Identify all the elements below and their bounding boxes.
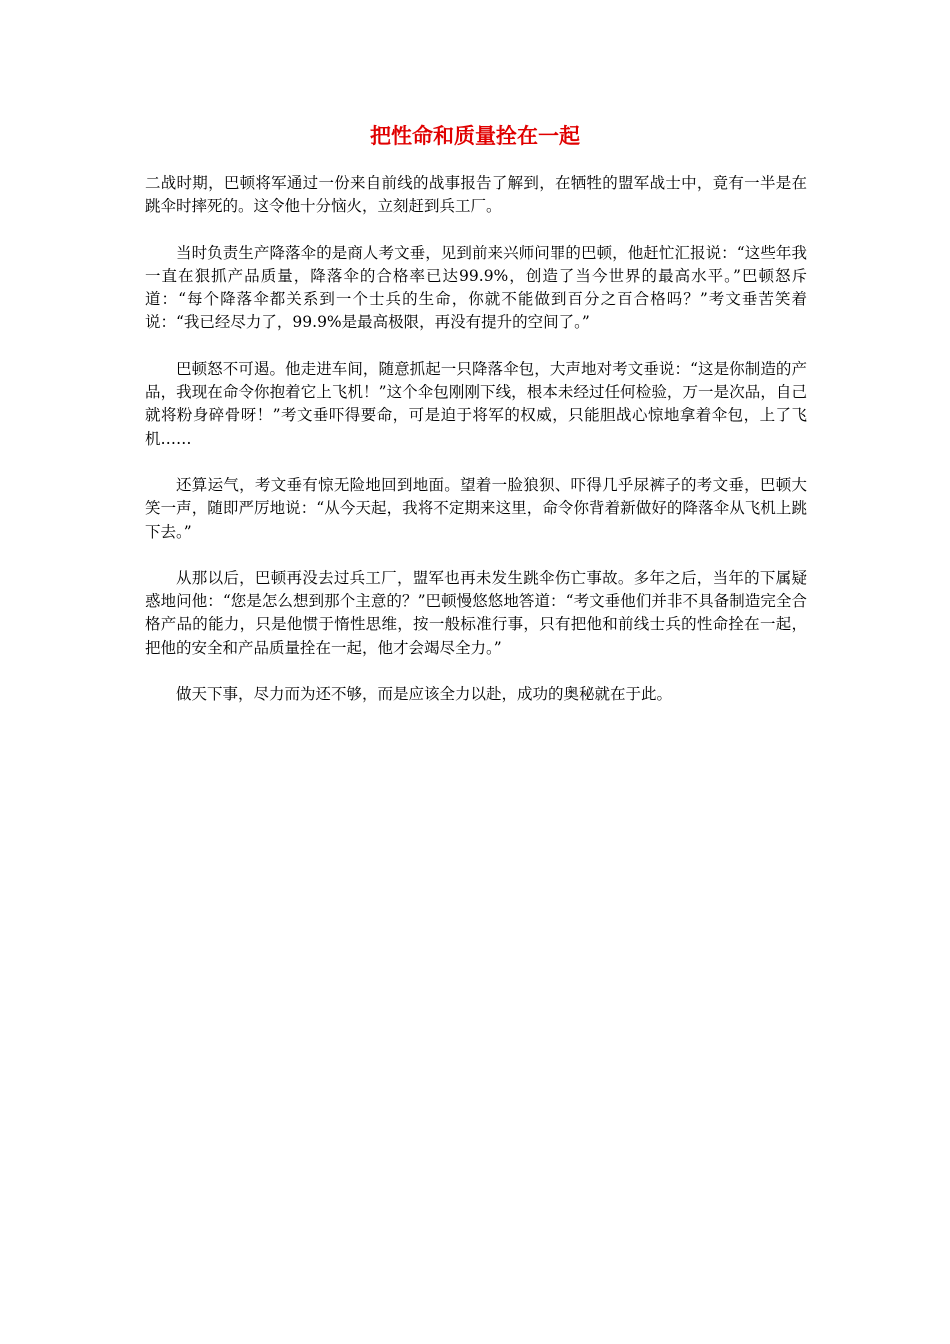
paragraph-3: 巴顿怒不可遏。他走进车间，随意抓起一只降落伞包，大声地对考文垂说：“这是你制造的产品，我现在命令你抱着它上飞机！”这个伞包刚刚下线，根本未经过任何检验，万一是次品，自己就将粉身碎骨呀！”考文垂吓得要命，可是迫于将军的权威，只能胆战心惊地拿着伞包，上了飞机…… bbox=[145, 359, 807, 448]
document-title: 把性命和质量拴在一起 bbox=[370, 123, 580, 148]
paragraph-5: 从那以后，巴顿再没去过兵工厂，盟军也再未发生跳伞伤亡事故。多年之后，当年的下属疑惑地问他：“您是怎么想到那个主意的？”巴顿慢悠悠地答道：“考文垂他们并非不具备制造完全合格产品的能力，只是他惯于惰性思维，按一般标准行事，只有把他和前线士兵的性命拴在一起，把他的安全和产品质量拴在一起，他才会竭尽全力。” bbox=[145, 568, 807, 657]
paragraph-4: 还算运气，考文垂有惊无险地回到地面。望着一脸狼狈、吓得几乎尿裤子的考文垂，巴顿大笑一声，随即严厉地说：“从今天起，我将不定期来这里，命令你背着新做好的降落伞从飞机上跳下去。” bbox=[145, 475, 807, 541]
paragraph-6: 做天下事，尽力而为还不够，而是应该全力以赴，成功的奥秘就在于此。 bbox=[176, 685, 673, 704]
document-body bbox=[145, 172, 807, 729]
paragraph-2: 当时负责生产降落伞的是商人考文垂，见到前来兴师问罪的巴顿，他赶忙汇报说：“这些年我一直在狠抓产品质量，降落伞的合格率已达99.9%，创造了当今世界的最高水平。”巴顿怒斥道：“每个降落伞都关系到一个士兵的生命，你就不能做到百分之百合格吗？”考文垂苦笑着说：“我已经尽力了，99.9%是最高极限，再没有提升的空间了。” bbox=[145, 243, 807, 332]
paragraph-1: 二战时期，巴顿将军通过一份来自前线的战事报告了解到，在牺牲的盟军战士中，竟有一半是在跳伞时摔死的。这令他十分恼火，立刻赶到兵工厂。 bbox=[145, 174, 807, 216]
